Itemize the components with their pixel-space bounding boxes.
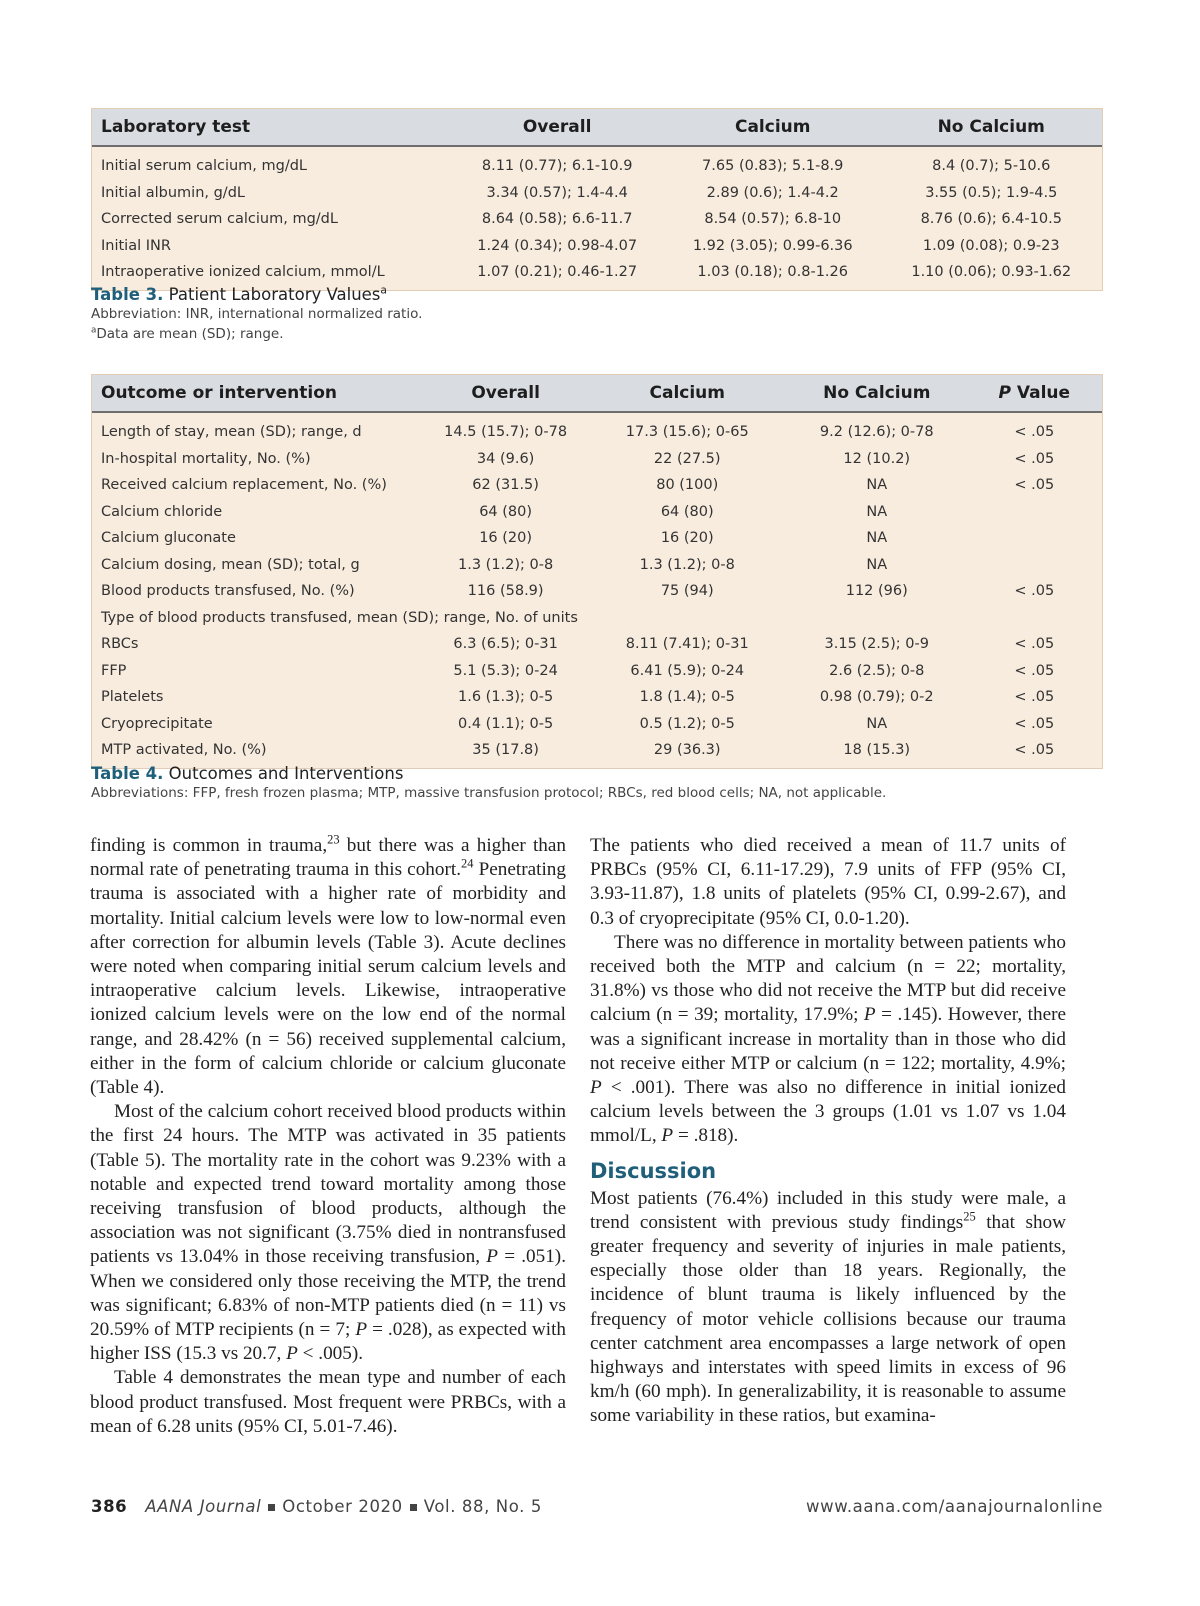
table-4-caption — [91, 764, 886, 803]
table-row — [92, 684, 1102, 711]
p-symbol: P — [590, 1077, 602, 1099]
table-3-title: Patient Laboratory Values — [168, 285, 381, 304]
reference-marker: 23 — [327, 832, 340, 847]
text-run: = .051). When we considered only those receiving the MTP, the trend was significant; 6.83% of non-MTP patients died (n = 11) vs 20.59% of MTP recipients (n = 7; — [90, 1246, 566, 1341]
page-footer — [91, 1497, 1103, 1516]
table-cell: NA — [866, 503, 888, 520]
text-run: < .001). There was also no difference in initial ionized calcium levels between the 3 groups (1.01 vs 1.07 vs 1.04 mmol/L, — [590, 1077, 1066, 1147]
table-3-header-cell: Calcium — [665, 109, 881, 146]
table-4-abbreviations: Abbreviations: FFP, fresh frozen plasma; MTP, massive transfusion protocol; RBCs, red blood cells; NA, not applicable. — [91, 785, 887, 801]
table-cell: 0.4 (1.1); 0-5 — [458, 715, 554, 732]
table-4 — [91, 374, 1103, 769]
table-4-header-cell — [967, 375, 1102, 412]
text-run: There was no difference in mortality between patients who received both the MTP and calcium (n = 22; mortality, 31.8%) vs those who did not receive the MTP but did receive calcium (n = 39; mortality, 17.9%; — [590, 931, 1066, 1026]
table-3 — [91, 108, 1103, 291]
text-run: = .028), as expected with higher ISS (15.3 vs 20.7, — [90, 1319, 566, 1365]
section-heading: Discussion — [590, 1158, 717, 1183]
text-run: Penetrating trauma is associated with a higher rate of morbidity and mortality. Initial calcium levels were low to low-normal even after correction for albumin levels (Table 3). Acute declines were noted when comparing initial serum calcium levels and intraoperative calcium levels. Likewise, intraoperative ionized calcium levels were on the low end of the normal range, and 28.42% (n = 56) received supplemental calcium, either in the form of calcium chloride or calcium gluconate (Table 4). — [90, 859, 566, 1099]
table-cell: Initial INR — [101, 237, 171, 254]
table-cell: 5.1 (5.3); 0-24 — [453, 662, 558, 679]
table-cell: Corrected serum calcium, mg/dL — [101, 211, 338, 228]
table-4-header-cell: Overall — [424, 375, 588, 412]
text-run: = .145). However, there was a significant increase in mortality than in those who did not receive either MTP or calcium (n = 122; mortality, 4.9%; — [590, 1004, 1066, 1074]
table-cell: 0.5 (1.2); 0-5 — [639, 715, 735, 732]
table-row — [92, 499, 1102, 526]
table-cell: 1.09 (0.08); 0.9-23 — [922, 237, 1060, 254]
table-cell: 62 (31.5) — [472, 477, 539, 494]
table-cell: 2.6 (2.5); 0-8 — [829, 662, 925, 679]
body-paragraph — [590, 931, 1066, 1149]
table-cell: 17.3 (15.6); 0-65 — [625, 424, 749, 441]
table-row — [92, 605, 1102, 632]
table-cell: 64 (80) — [479, 503, 533, 520]
table-row — [92, 578, 1102, 605]
table-cell: Blood products transfused, No. (%) — [101, 583, 355, 600]
table-cell: 29 (36.3) — [653, 742, 721, 759]
table-3-header-cell: Laboratory test — [92, 109, 449, 146]
table-4-title: Outcomes and Interventions — [168, 764, 404, 783]
page-number: 386 — [91, 1497, 128, 1516]
left-column — [90, 834, 566, 1439]
table-cell: < .05 — [1014, 742, 1055, 759]
table-3-grid — [92, 109, 1102, 290]
issue-date: October 2020 — [282, 1497, 403, 1516]
table-cell: 35 (17.8) — [472, 742, 539, 759]
table-3-header-row — [92, 109, 1102, 146]
table-cell: < .05 — [1014, 477, 1055, 494]
table-cell: 8.64 (0.58); 6.6-11.7 — [481, 211, 633, 228]
table-3-label: Table 3. — [91, 285, 164, 304]
table-cell: 1.10 (0.06); 0.93-1.62 — [911, 264, 1072, 281]
table-row — [92, 146, 1102, 180]
table-cell: Cryoprecipitate — [101, 715, 213, 732]
text-run: < .005). — [297, 1343, 364, 1365]
table-cell: 22 (27.5) — [653, 450, 721, 467]
table-row — [92, 711, 1102, 738]
table-cell: 1.03 (0.18); 0.8-1.26 — [697, 264, 848, 281]
table-cell: NA — [866, 477, 888, 494]
table-3-footnote — [91, 324, 422, 344]
table-cell: 0.98 (0.79); 0-2 — [819, 689, 934, 706]
table-cell: < .05 — [1014, 583, 1055, 600]
table-cell: 9.2 (12.6); 0-78 — [819, 424, 934, 441]
table-cell: 116 (58.9) — [467, 583, 544, 600]
table-4-header-cell: Calcium — [588, 375, 787, 412]
table-cell: 112 (96) — [845, 583, 908, 600]
table-cell: 64 (80) — [660, 503, 714, 520]
table-row — [92, 472, 1102, 499]
table-cell: 8.11 (7.41); 0-31 — [625, 636, 749, 653]
table-cell: 2.89 (0.6); 1.4-4.2 — [706, 184, 839, 201]
body-paragraph: Table 4 demonstrates the mean type and number of each blood product transfused. Most frequent were PRBCs, with a mean of 6.28 units (95% CI, 5.01-7.46). — [90, 1367, 566, 1437]
reference-marker: 25 — [963, 1209, 976, 1224]
table-cell: 18 (15.3) — [843, 742, 911, 759]
table-cell: 6.3 (6.5); 0-31 — [453, 636, 558, 653]
p-symbol: P — [661, 1125, 674, 1147]
table-cell: NA — [866, 556, 888, 573]
table-cell: 16 (20) — [479, 530, 533, 547]
table-row — [92, 412, 1102, 446]
right-column — [590, 834, 1066, 1429]
table-4-grid — [92, 375, 1102, 768]
text-run: that show greater frequency and severity of injuries in male patients, especially those older than 18 years. Regionally, the incidence of blunt trauma is likely influenced by the frequency of motor vehicle collisions because our trauma center catchment area encompasses a large network of open highways and interstates with speed limits in excess of 96 km/h (60 mph). In generalizability, it is reasonable to assume some variability in these ratios, but examina- — [590, 1211, 1066, 1427]
table-cell: Initial albumin, g/dL — [101, 184, 245, 201]
table-cell: 34 (9.6) — [476, 450, 535, 467]
reference-marker: 24 — [461, 856, 474, 871]
table-cell: 1.92 (3.05); 0.99-6.36 — [692, 237, 853, 254]
table-cell: 12 (10.2) — [843, 450, 911, 467]
table-cell: NA — [866, 715, 888, 732]
table-4-label: Table 4. — [91, 764, 164, 783]
table-4-header-cell: No Calcium — [787, 375, 967, 412]
table-row — [92, 525, 1102, 552]
table-cell: NA — [866, 530, 888, 547]
table-cell: 8.4 (0.7); 5-10.6 — [932, 158, 1051, 175]
table-row — [92, 658, 1102, 685]
table-cell: Initial serum calcium, mg/dL — [101, 158, 308, 175]
table-cell — [967, 499, 1102, 526]
table-row — [92, 446, 1102, 473]
separator-square-icon — [410, 1504, 417, 1511]
body-paragraph: The patients who died received a mean of 11.7 units of PRBCs (95% CI, 6.11-17.29), 7.9 units of FFP (95% CI, 3.93-11.87), 1.8 units of platelets (95% CI, 0.99-2.67), and 0.3 of cryoprecipitate (95% CI, 0.0-1.20). — [590, 835, 1066, 929]
table-cell — [967, 552, 1102, 579]
table-cell: 1.3 (1.2); 0-8 — [639, 556, 735, 573]
body-paragraph — [90, 1100, 566, 1366]
p-symbol: P — [486, 1246, 498, 1268]
table-cell: RBCs — [101, 636, 139, 653]
table-cell: 1.6 (1.3); 0-5 — [458, 689, 554, 706]
table-cell: MTP activated, No. (%) — [101, 742, 267, 759]
table-3-header-cell: Overall — [449, 109, 665, 146]
table-cell: < .05 — [1014, 689, 1055, 706]
table-cell: Calcium dosing, mean (SD); total, g — [101, 556, 360, 573]
table-cell: FFP — [101, 662, 127, 679]
p-symbol: P — [286, 1343, 298, 1365]
body-paragraph — [90, 834, 566, 1100]
table-row — [92, 552, 1102, 579]
text-run: but there was a higher than normal rate of penetrating trauma in this cohort. — [90, 835, 566, 881]
text-run: finding is common in trauma, — [90, 835, 328, 856]
table-cell: Length of stay, mean (SD); range, d — [101, 424, 362, 441]
table-row — [92, 180, 1102, 207]
table-4-header-row — [92, 375, 1102, 412]
table-cell: 8.11 (0.77); 6.1-10.9 — [481, 158, 633, 175]
table-4-header-cell: Outcome or intervention — [92, 375, 424, 412]
table-3-abbreviation: Abbreviation: INR, international normalized ratio. — [91, 306, 423, 322]
table-row — [92, 233, 1102, 260]
table-cell: 6.41 (5.9); 0-24 — [630, 662, 745, 679]
table-cell: Type of blood products transfused, mean (SD); range, No. of units — [101, 609, 578, 626]
table-cell: 1.07 (0.21); 0.46-1.27 — [477, 264, 638, 281]
table-4-caption-title — [91, 764, 886, 783]
table-row — [92, 206, 1102, 233]
table-3-footnote-text: Data are mean (SD); range. — [96, 326, 284, 342]
p-symbol: P — [355, 1319, 368, 1341]
table-cell: Calcium gluconate — [101, 530, 236, 547]
journal-url: www.aana.com/aanajournalonline — [806, 1497, 1103, 1516]
text-run: Most of the calcium cohort received blood products within the first 24 hours. The MTP was activated in 35 patients (Table 5). The mortality rate in the cohort was 9.23% with a notable and expected trend toward mortality among those receiving transfusion of blood products, although the association was not significant (3.75% died in nontransfused patients vs 13.04% in those receiving transfusion, — [90, 1101, 566, 1268]
table-cell: Received calcium replacement, No. (%) — [101, 477, 387, 494]
p-value-italic: P — [998, 383, 1011, 403]
table-cell: 16 (20) — [660, 530, 714, 547]
table-cell: 1.8 (1.4); 0-5 — [639, 689, 735, 706]
table-cell: 1.24 (0.34); 0.98-4.07 — [477, 237, 638, 254]
table-cell: < .05 — [1014, 636, 1055, 653]
p-value-rest: Value — [1010, 383, 1071, 403]
table-cell: < .05 — [1014, 715, 1055, 732]
table-cell: 3.34 (0.57); 1.4-4.4 — [486, 184, 628, 201]
table-cell — [967, 525, 1102, 552]
table-3-footnote-sup: a — [91, 325, 97, 336]
volume-info: Vol. 88, No. 5 — [423, 1497, 542, 1516]
table-cell: 7.65 (0.83); 5.1-8.9 — [702, 158, 844, 175]
table-3-footnote-marker: a — [380, 283, 387, 297]
table-row — [92, 631, 1102, 658]
table-cell: 3.55 (0.5); 1.9-4.5 — [925, 184, 1058, 201]
table-3-caption-title — [91, 285, 422, 304]
table-cell: 3.15 (2.5); 0-9 — [824, 636, 929, 653]
table-cell: 8.54 (0.57); 6.8-10 — [704, 211, 842, 228]
table-3-header-cell: No Calcium — [881, 109, 1103, 146]
table-cell: 8.76 (0.6); 6.4-10.5 — [920, 211, 1062, 228]
table-cell: Calcium chloride — [101, 503, 223, 520]
text-run: Most patients (76.4%) included in this study were male, a trend consistent with previous study findings — [590, 1187, 1066, 1233]
table-cell: < .05 — [1014, 450, 1055, 467]
journal-name: AANA Journal — [145, 1497, 262, 1516]
table-cell: In-hospital mortality, No. (%) — [101, 450, 311, 467]
table-cell: < .05 — [1014, 424, 1055, 441]
p-symbol: P — [863, 1004, 876, 1026]
table-cell: < .05 — [1014, 662, 1055, 679]
table-cell: 1.3 (1.2); 0-8 — [458, 556, 554, 573]
table-cell: 80 (100) — [656, 477, 719, 494]
table-cell: Intraoperative ionized calcium, mmol/L — [101, 264, 385, 281]
text-run: = .818). — [673, 1125, 739, 1147]
separator-square-icon — [268, 1504, 275, 1511]
table-3-caption — [91, 285, 422, 344]
body-paragraph — [590, 1187, 1066, 1429]
table-cell: Platelets — [101, 689, 164, 706]
table-row — [92, 737, 1102, 768]
table-cell: 75 (94) — [660, 583, 714, 600]
table-cell: 14.5 (15.7); 0-78 — [444, 424, 568, 441]
